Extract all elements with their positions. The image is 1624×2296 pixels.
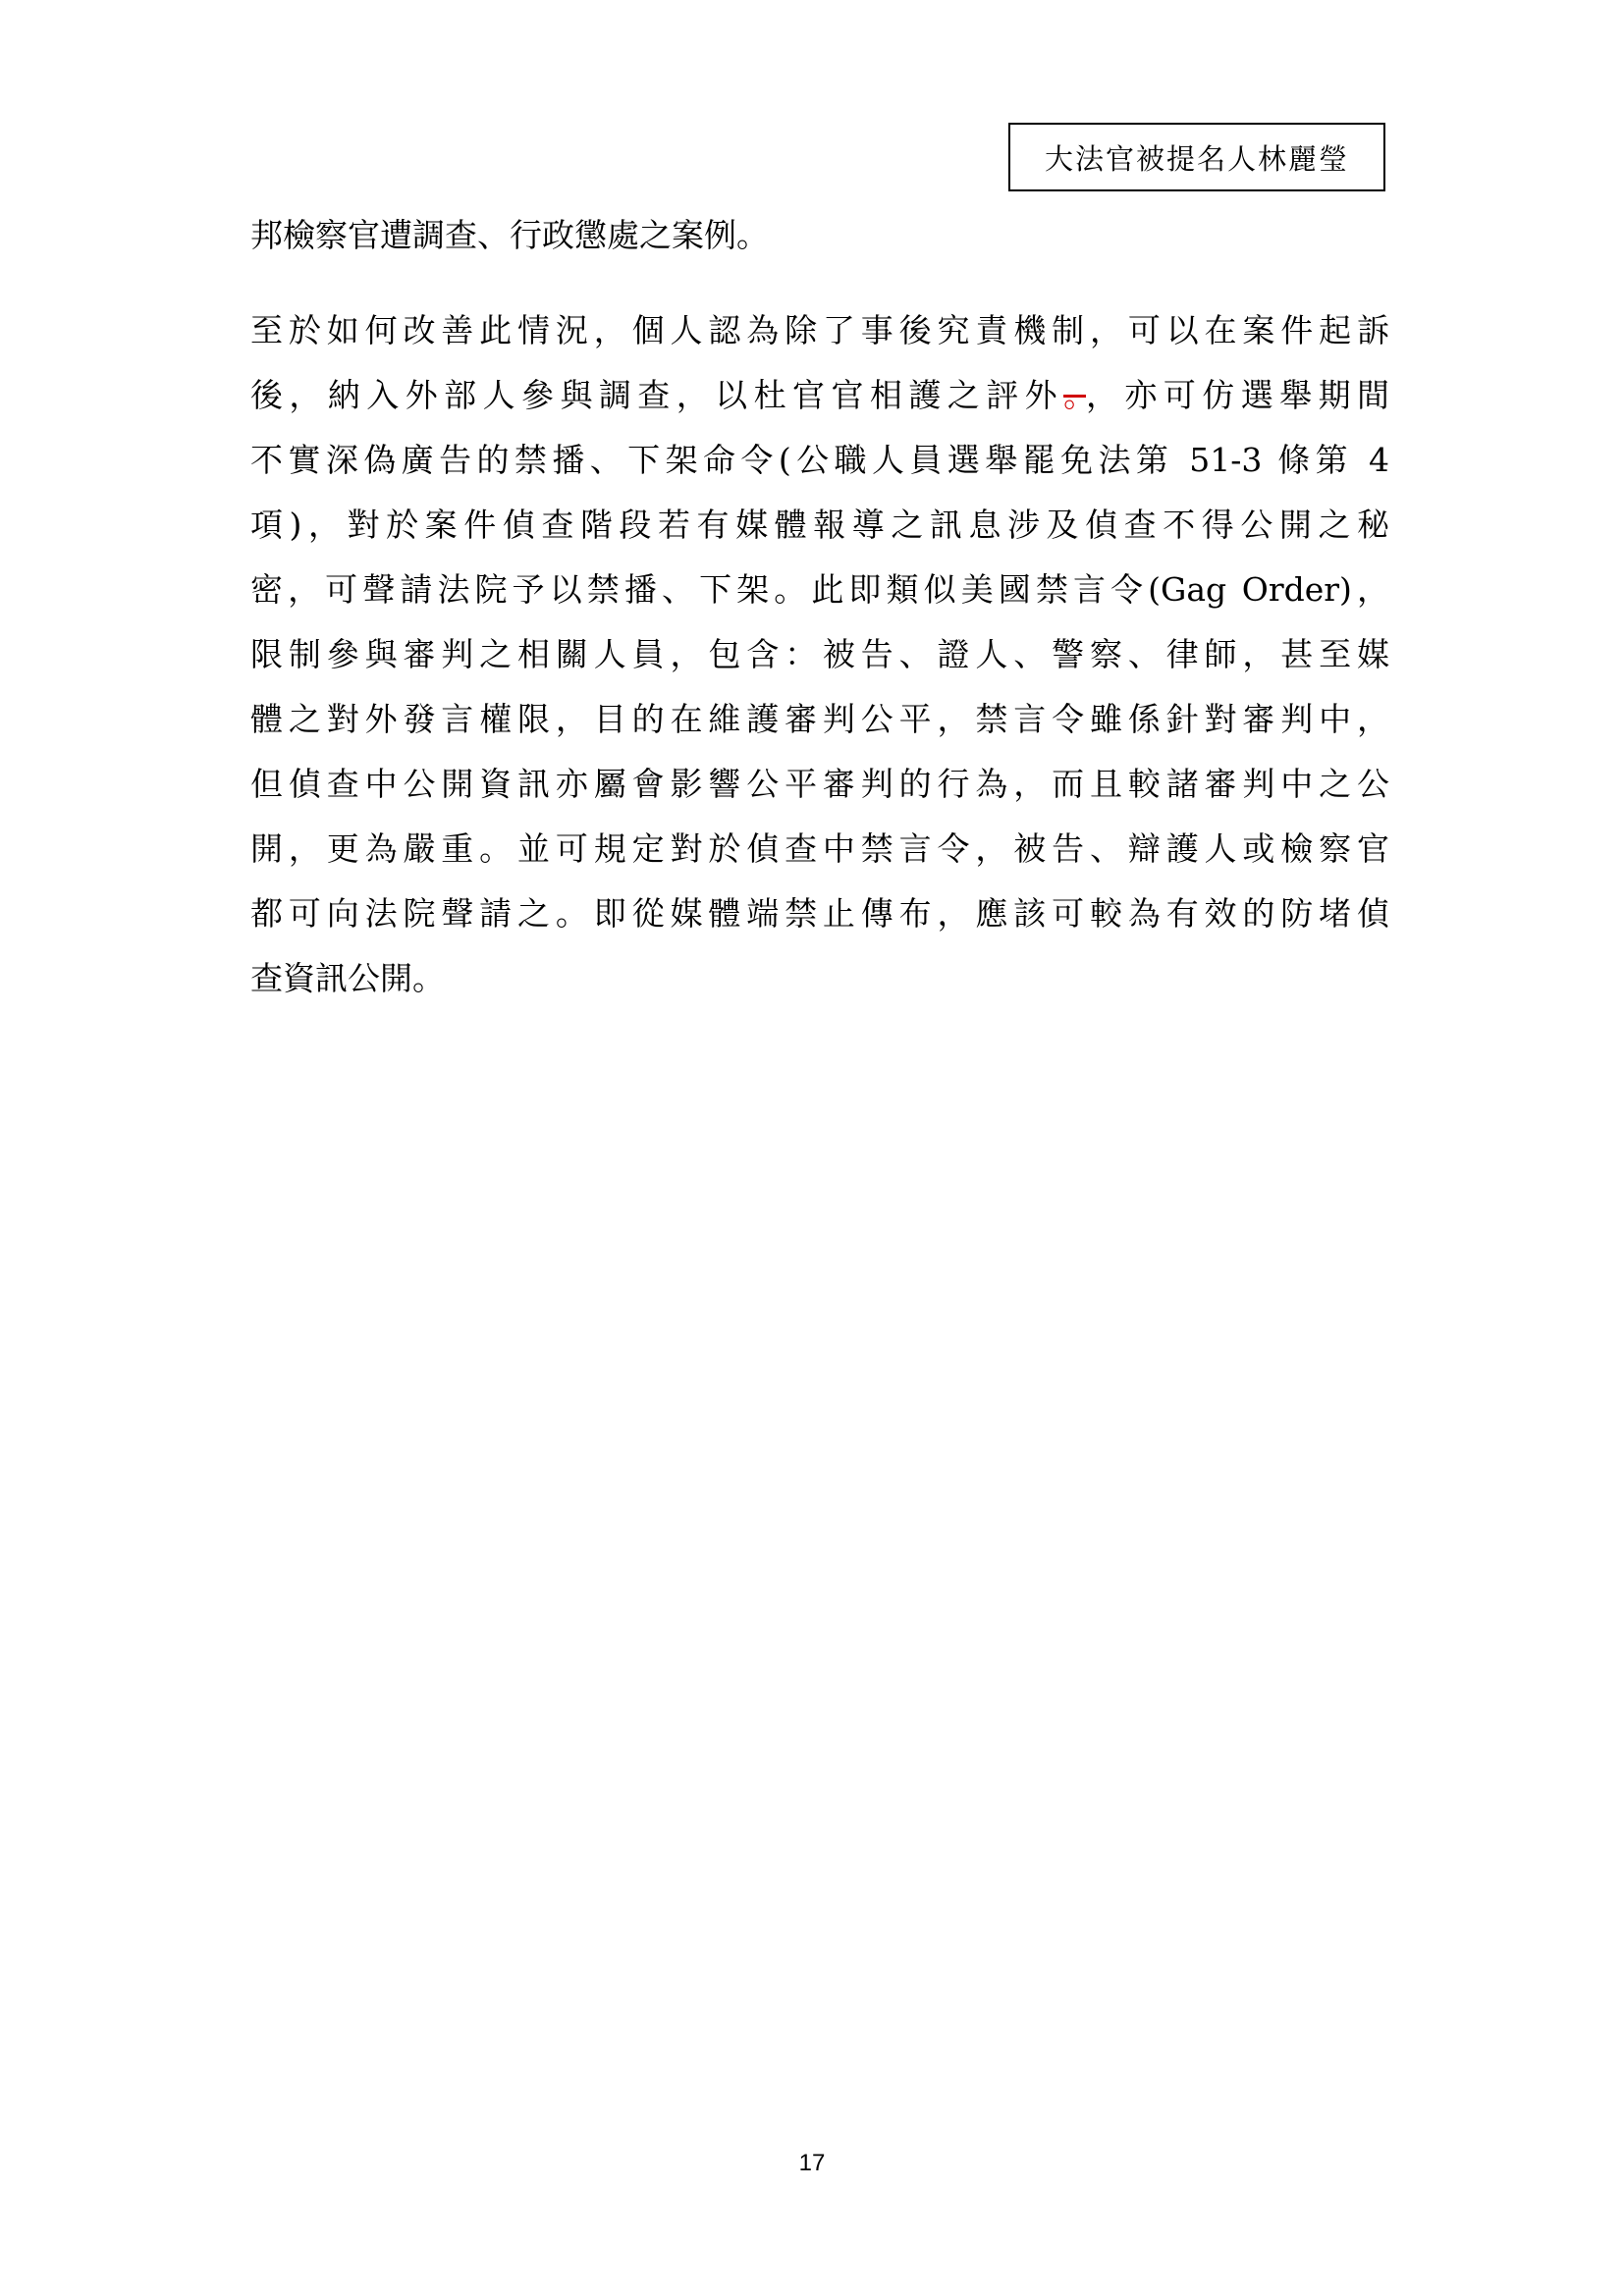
line-2-text-before: 後，納入外部人參與調查，以杜官官相護之評外 xyxy=(250,376,1064,414)
nominee-header-label: 大法官被提名人林麗瑩 xyxy=(1044,141,1349,176)
paragraph-1-line-1: 邦檢察官遭調查、行政懲處之案例。 xyxy=(250,216,769,254)
nominee-header-box xyxy=(1008,123,1385,191)
paragraph-2-line-10: 都可向法院聲請之。即從媒體端禁止傳布，應該可較為有效的防堵偵 xyxy=(250,894,1389,933)
paragraph-2-line-2 xyxy=(250,371,1389,420)
paragraph-2-line-7: 體之對外發言權限，目的在維護審判公平，禁言令雖係針對審判中， xyxy=(250,700,1389,738)
paragraph-2-line-1: 至於如何改善此情況，個人認為除了事後究責機制，可以在案件起訴 xyxy=(250,311,1389,349)
page-number: 17 xyxy=(798,2150,826,2176)
paragraph-2-line-5: 密，可聲請法院予以禁播、下架。此即類似美國禁言令(Gag Order)， xyxy=(250,570,1389,609)
line-2-text-after: ，亦可仿選舉期間 xyxy=(1086,376,1390,414)
paragraph-2-line-11: 查資訊公開。 xyxy=(250,959,445,997)
paragraph-2-line-8: 但偵查中公開資訊亦屬會影響公平審判的行為，而且較諸審判中之公 xyxy=(250,765,1389,803)
deleted-revision-mark: 。 xyxy=(1063,376,1086,414)
paragraph-2-line-6: 限制參與審判之相關人員，包含：被告、證人、警察、律師，甚至媒 xyxy=(250,635,1389,673)
paragraph-2-line-3: 不實深偽廣告的禁播、下架命令(公職人員選舉罷免法第 51-3 條第 4 xyxy=(250,441,1389,479)
paragraph-2-line-4: 項)，對於案件偵查階段若有媒體報導之訊息涉及偵查不得公開之秘 xyxy=(250,506,1389,544)
paragraph-2-line-9: 開，更為嚴重。並可規定對於偵查中禁言令，被告、辯護人或檢察官 xyxy=(250,829,1389,868)
